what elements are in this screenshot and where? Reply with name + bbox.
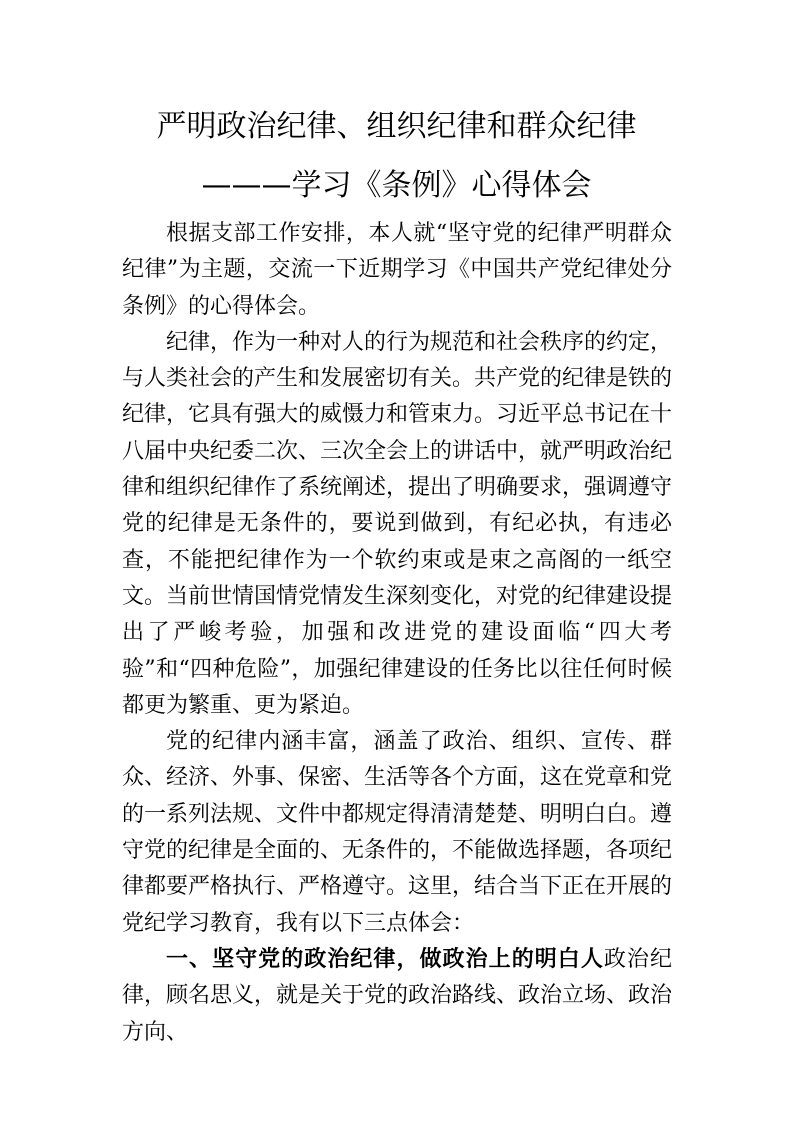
paragraph-content: 党的纪律内涵丰富，涵盖了政治、组织、宣传、群众、经济、外事、保密、生活等各个方面，这在党章和党的一系列法规、文件中都规定得清清楚楚、明明白白。遵守党的纪律是全面的、无条件的，不能做选择题，各项纪律都要严格执行、严格遵守。这里，结合当下正在开展的党纪学习教育，我有以下三点体会： [122,729,673,936]
section-1-heading: 一、坚守党的政治纪律，做政治上的明白人 [166,946,604,972]
document-title: 严明政治纪律、组织纪律和群众纪律 [156,109,637,144]
paragraph-discipline: 纪律，作为一种对人的行为规范和社会秩序的约定，与人类社会的产生和发展密切有关。共产党的纪律是铁的纪律，它具有强大的威慑力和管束力。习近平总书记在十八届中央纪委二次、三次全会上的讲话中，就严明政治纪律和组织纪律作了系统阐述，提出了明确要求，强调遵守党的纪律是无条件的，要说到做到，有纪必执，有违必查，不能把纪律作为一个软约束或是束之高阁的一纸空文。当前世情国情党情发生深刻变化，对党的纪律建设提出了严峻考验，加强和改进党的建设面临“四大考验”和“四种危险”，加强纪律建设的任务比以往任何时候都更为繁重、更为紧迫。 [122,329,673,718]
document-subtitle: ———学习《条例》心得体会 [201,168,592,203]
section-1-text: 政治纪律，顾名思义，就是关于党的政治路线、政治立场、政治方向、 [122,946,673,1045]
paragraph-intro: 根据支部工作安排，本人就“坚守党的纪律严明群众纪律”为主题，交流一下近期学习《中国共产党纪律处分条例》的心得体会。 [122,221,672,319]
document-body [122,216,672,1051]
section-1 [122,942,672,1051]
